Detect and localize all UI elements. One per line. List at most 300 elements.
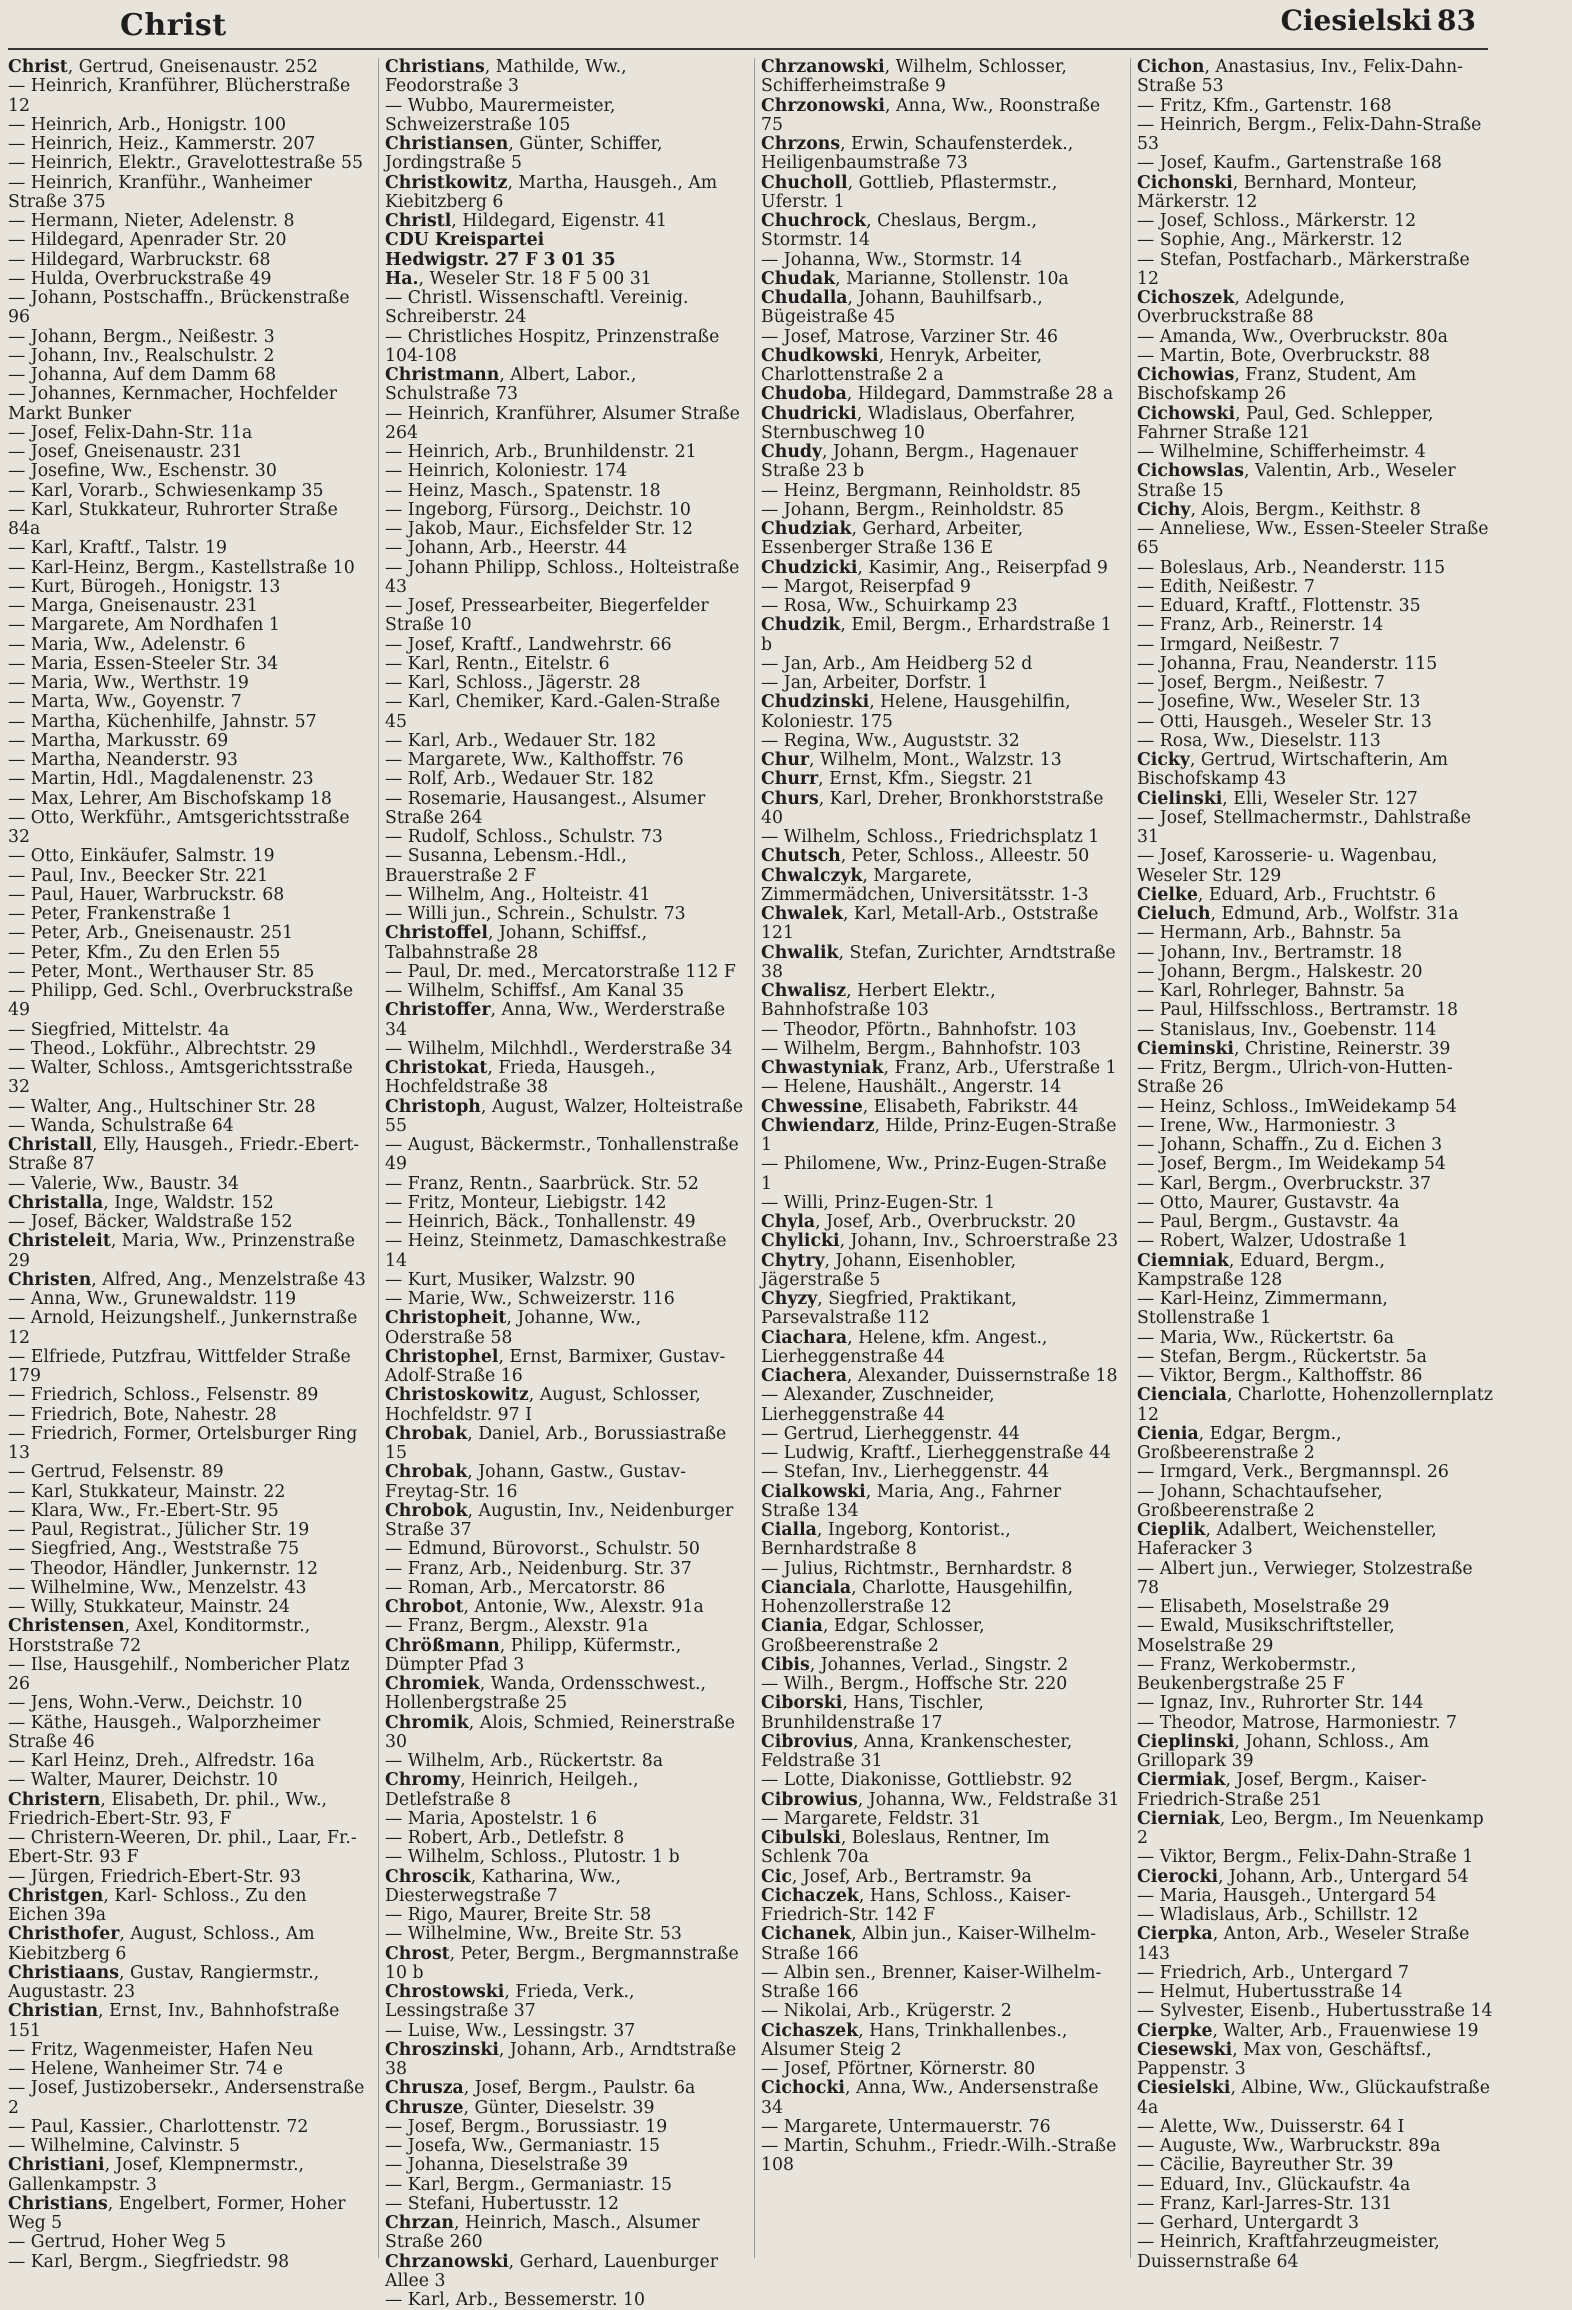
directory-entry: Christiansen, Günter, Schiffer, Jordingstraße 5 [385, 134, 663, 174]
directory-entry: Cichocki, Anna, Ww., Andersenstraße 34 [761, 2078, 1099, 2118]
directory-entry: — Roman, Arb., Mercatorstr. 86 [385, 1577, 666, 1598]
directory-entry: — Jan, Arb., Am Heidberg 52 d [761, 653, 1033, 674]
directory-entry: — Auguste, Ww., Warbruckstr. 89a [1137, 2136, 1441, 2156]
directory-entry: Christoph, August, Walzer, Holteistraße 55 [385, 1096, 744, 1136]
directory-entry: — Friedrich, Bote, Nahestr. 28 [8, 1404, 277, 1425]
directory-entry: Christl, Hildegard, Eigenstr. 41 [385, 211, 668, 231]
directory-entry: — Heinz, Steinmetz, Damaschkestraße 14 [385, 1231, 727, 1271]
directory-entry: — Marie, Ww., Schweizerstr. 116 [385, 1289, 675, 1309]
directory-entry: — Wanda, Schulstraße 64 [8, 1115, 234, 1136]
directory-entry: — Theodor, Pförtn., Bahnhofstr. 103 [761, 1019, 1077, 1040]
directory-entry: — Josef, Bäcker, Waldstraße 152 [8, 1212, 293, 1232]
directory-entry: — Otti, Hausgeh., Weseler Str. 13 [1137, 711, 1432, 732]
directory-entry: — Irmgard, Verk., Bergmannspl. 26 [1137, 1462, 1449, 1483]
directory-entry: Chwastyniak, Franz, Arb., Uferstraße 1 [761, 1058, 1117, 1078]
column-3 [754, 58, 1121, 2258]
directory-entry: — Johann, Inv., Bertramstr. 18 [1137, 942, 1403, 963]
directory-entry: — Sylvester, Eisenb., Hubertusstraße 14 [1137, 2001, 1493, 2022]
directory-entry: — Josef, Kraftf., Landwehrstr. 66 [385, 634, 672, 655]
directory-entry: — Josefa, Ww., Germaniastr. 15 [385, 2136, 660, 2156]
directory-entry: — Heinz, Bergmann, Reinholdstr. 85 [761, 480, 1082, 501]
directory-entry: — Kurt, Musiker, Walzstr. 90 [385, 1269, 636, 1290]
directory-entry: — Theodor, Händler, Junkernstr. 12 [8, 1558, 318, 1579]
directory-entry: — Heinrich, Kraftfahrzeugmeister, Duissernstraße 64 [1137, 2232, 1440, 2272]
directory-entry: Chrzons, Erwin, Schaufensterdek., Heiligenbaumstraße 73 [761, 134, 1074, 174]
directory-entry: — Karl, Stukkateur, Ruhrorter Straße 84a [8, 499, 338, 539]
directory-entry: — Karl, Rohrleger, Bahnstr. 5a [1137, 981, 1405, 1001]
directory-entry: Christgen, Karl- Schloss., Zu den Eichen 39a [8, 1885, 307, 1925]
directory-entry: — Maria, Ww., Rückertstr. 6a [1137, 1327, 1395, 1348]
directory-entry: Chudzicki, Kasimir, Ang., Reiserpfad 9 [761, 557, 1108, 578]
directory-entry: — Irene, Ww., Harmoniestr. 3 [1137, 1115, 1396, 1136]
directory-entry: — Peter, Kfm., Zu den Erlen 55 [8, 942, 281, 963]
directory-entry: Cieplinski, Johann, Schloss., Am Grillopark 39 [1137, 1731, 1430, 1771]
directory-entry: Christoffer, Anna, Ww., Werderstraße 34 [385, 1000, 726, 1040]
directory-entry: — Edmund, Bürovorst., Schulstr. 50 [385, 1539, 700, 1560]
directory-entry: — Ignaz, Inv., Ruhrorter Str. 144 [1137, 1693, 1424, 1714]
directory-entry: Chyla, Josef, Arb., Overbruckstr. 20 [761, 1212, 1076, 1232]
directory-entry: Chrzonowski, Anna, Ww., Roonstraße 75 [761, 95, 1101, 135]
directory-entry: Cialkowski, Maria, Ang., Fahrner Straße 134 [761, 1481, 1062, 1521]
directory-entry: — Jürgen, Friedrich-Ebert-Str. 93 [8, 1866, 302, 1887]
directory-entry: — Paul, Dr. med., Mercatorstraße 112 F [385, 961, 736, 982]
directory-entry: — Josef, Felix-Dahn-Str. 11a [8, 422, 253, 443]
directory-entry: — Paul, Bergm., Gustavstr. 4a [1137, 1212, 1399, 1232]
directory-entry: — Heinrich, Bergm., Felix-Dahn-Straße 53 [1137, 114, 1482, 154]
directory-entry: — Johann, Schaffn., Zu d. Eichen 3 [1137, 1135, 1443, 1155]
directory-entry: — Johannes, Kernmacher, Hochfelder Markt Bunker [8, 384, 338, 424]
directory-entry: — Marta, Ww., Goyenstr. 7 [8, 692, 242, 713]
directory-entry: Cielinski, Elli, Weseler Str. 127 [1137, 788, 1418, 809]
directory-entry: Cierpke, Walter, Arb., Frauenwiese 19 [1137, 2020, 1479, 2041]
directory-entry: — Johanna, Frau, Neanderstr. 115 [1137, 653, 1438, 674]
directory-entry: — Heinz, Masch., Spatenstr. 18 [385, 480, 661, 501]
directory-entry: — Heinrich, Bäck., Tonhallenstr. 49 [385, 1212, 696, 1232]
directory-entry: Chrzanowski, Gerhard, Lauenburger Allee 3 [385, 2251, 718, 2291]
directory-entry: Chudy, Johann, Bergm., Hagenauer Straße 23 b [761, 442, 1078, 482]
directory-entry: Chromy, Heinrich, Heilgeh., Detlefstraße 8 [385, 1770, 639, 1810]
directory-entry: — Willi, Prinz-Eugen-Str. 1 [761, 1192, 995, 1213]
directory-entry: — Edith, Neißestr. 7 [1137, 576, 1315, 597]
directory-entry: Chrößmann, Philipp, Küfermstr., Dümpter Pfad 3 [385, 1635, 682, 1675]
directory-entry: — Paul, Inv., Beecker Str. 221 [8, 865, 269, 886]
directory-entry: — Johann, Inv., Realschulstr. 2 [8, 345, 275, 366]
directory-entry: — Rigo, Maurer, Breite Str. 58 [385, 1905, 652, 1925]
directory-entry: — Margarete, Untermauerstr. 76 [761, 2116, 1051, 2137]
directory-entry: Ciesielski, Albine, Ww., Glückaufstraße 4a [1137, 2078, 1490, 2118]
directory-entry: Ha., Weseler Str. 18 F 5 00 31 [385, 268, 652, 289]
directory-entry: — Robert, Walzer, Udostraße 1 [1137, 1231, 1409, 1252]
directory-entry: Chudkowski, Henryk, Arbeiter, Charlottenstraße 2 a [761, 345, 1043, 385]
directory-entry: — Wilhelm, Schloss., Plutostr. 1 b [385, 1847, 680, 1868]
directory-entry: — Gertrud, Felsenstr. 89 [8, 1462, 224, 1483]
directory-entry: — Klara, Ww., Fr.-Ebert-Str. 95 [8, 1500, 279, 1521]
directory-entry: — Heinrich, Arb., Honigstr. 100 [8, 114, 286, 135]
header-first-name: Christ [120, 8, 227, 43]
directory-entry: — Helene, Wanheimer Str. 74 e [8, 2059, 283, 2079]
directory-entry: — Fritz, Wagenmeister, Hafen Neu [8, 2039, 314, 2060]
directory-entry: — Peter, Frankenstraße 1 [8, 904, 233, 924]
directory-entry: — Franz, Arb., Reinerstr. 14 [1137, 615, 1384, 636]
header-rule [8, 48, 1488, 50]
directory-entry: — Josefine, Ww., Eschenstr. 30 [8, 461, 277, 482]
directory-entry: Chwalisz, Herbert Elektr., Bahnhofstraße 103 [761, 981, 996, 1021]
directory-entry: — August, Bäckermstr., Tonhallenstraße 49 [385, 1135, 739, 1175]
column-1 [8, 57, 368, 2272]
directory-entry: — Siegfried, Ang., Weststraße 75 [8, 1539, 300, 1560]
directory-entry: Christall, Elly, Hausgeh., Friedr.-Ebert-Straße 87 [8, 1135, 360, 1175]
directory-entry: — Ewald, Musikschriftsteller, Moselstraße 29 [1137, 1616, 1395, 1656]
directory-entry: Christokat, Frieda, Hausgeh., Hochfeldstraße 38 [385, 1058, 656, 1098]
directory-entry: Christen, Alfred, Ang., Menzelstraße 43 [8, 1269, 366, 1290]
directory-entry: — Ilse, Hausgehilf., Nombericher Platz 26 [8, 1654, 350, 1694]
directory-entry: — Willi jun., Schrein., Schulstr. 73 [385, 904, 686, 924]
directory-entry: Chuchrock, Cheslaus, Bergm., Stormstr. 14 [761, 211, 1037, 251]
directory-entry: Cichowias, Franz, Student, Am Bischofskamp 26 [1137, 365, 1417, 405]
directory-entry: Churr, Ernst, Kfm., Siegstr. 21 [761, 769, 1034, 790]
directory-entry: — Friedrich, Arb., Untergard 7 [1137, 1962, 1410, 1983]
directory-entry: Chwalczyk, Margarete, Zimmermädchen, Universitätsstr. 1-3 [761, 865, 1089, 905]
directory-entry: Cichanek, Albin jun., Kaiser-Wilhelm-Straße 166 [761, 1924, 1097, 1964]
directory-columns [8, 57, 1493, 2310]
directory-entry: Christkowitz, Martha, Hausgeh., Am Kiebitzberg 6 [385, 172, 718, 212]
directory-entry: Christalla, Inge, Waldstr. 152 [8, 1192, 274, 1213]
directory-entry: — Philomene, Ww., Prinz-Eugen-Straße 1 [761, 1154, 1107, 1194]
directory-entry: — Karl, Arb., Bessemerstr. 10 [385, 2290, 645, 2310]
directory-entry: Chudziak, Gerhard, Arbeiter, Essenberger Straße 136 E [761, 519, 1024, 559]
directory-entry: — Karl Heinz, Dreh., Alfredstr. 16a [8, 1751, 315, 1771]
directory-entry: — Martha, Küchenhilfe, Jahnstr. 57 [8, 711, 317, 732]
directory-entry: — Margarete, Feldstr. 31 [761, 1808, 982, 1829]
directory-entry: — Maria, Ww., Werthstr. 19 [8, 673, 249, 693]
directory-entry: Chroszinski, Johann, Arb., Arndtstraße 38 [385, 2039, 737, 2079]
directory-entry: — Wilhelm, Schloss., Friedrichsplatz 1 [761, 827, 1100, 847]
directory-entry: Chudalla, Johann, Bauhilfsarb., Bügeistraße 45 [761, 288, 1043, 328]
directory-entry: Chrobak, Johann, Gastw., Gustav-Freytag-Str. 16 [385, 1462, 687, 1502]
directory-entry: — Fritz, Kfm., Gartenstr. 168 [1137, 95, 1392, 116]
directory-entry: — Jakob, Maur., Eichsfelder Str. 12 [385, 519, 694, 539]
directory-entry: — Käthe, Hausgeh., Walporzheimer Straße 46 [8, 1712, 321, 1752]
directory-entry: — Fritz, Bergm., Ulrich-von-Hutten-Straße 26 [1137, 1058, 1453, 1098]
directory-entry: Chrostowski, Frieda, Verk., Lessingstraße 37 [385, 1982, 635, 2022]
directory-entry: Christeleit, Maria, Ww., Prinzenstraße 29 [8, 1231, 356, 1271]
directory-entry: Cierniak, Leo, Bergm., Im Neuenkamp 2 [1137, 1808, 1484, 1848]
directory-entry: — Wilhelm, Schiffsf., Am Kanal 35 [385, 981, 685, 1001]
directory-entry: Christophel, Ernst, Barmixer, Gustav-Adolf-Straße 16 [385, 1346, 726, 1386]
directory-entry: — Otto, Werkführ., Amtsgerichtsstraße 32 [8, 807, 350, 847]
directory-entry: — Albin sen., Brenner, Kaiser-Wilhelm-Straße 166 [761, 1962, 1102, 2002]
directory-entry: — Paul, Hauer, Warbruckstr. 68 [8, 884, 285, 905]
directory-entry: — Hermann, Nieter, Adelenstr. 8 [8, 211, 295, 231]
column-2 [378, 57, 745, 2310]
directory-entry: Cichoszek, Adelgunde, Overbruckstraße 88 [1137, 288, 1345, 328]
directory-entry: Christians, Engelbert, Former, Hoher Weg 5 [8, 2193, 346, 2233]
directory-entry: — Nikolai, Arb., Krügerstr. 2 [761, 2001, 1012, 2022]
column-4 [1130, 57, 1497, 2272]
directory-entry: — Siegfried, Mittelstr. 4a [8, 1019, 230, 1040]
directory-entry: — Josef, Bergm., Neißestr. 7 [1137, 673, 1385, 693]
directory-entry: — Albert jun., Verwieger, Stolzestraße 78 [1137, 1558, 1473, 1598]
directory-entry: — Franz, Karl-Jarres-Str. 131 [1137, 2193, 1393, 2214]
directory-entry: — Theodor, Matrose, Harmoniestr. 7 [1137, 1712, 1458, 1733]
page-number: 83 [1437, 4, 1476, 37]
directory-entry: — Boleslaus, Arb., Neanderstr. 115 [1137, 557, 1446, 578]
directory-entry: Cicky, Gertrud, Wirtschafterin, Am Bischofskamp 43 [1137, 750, 1449, 790]
directory-entry: — Karl, Bergm., Overbruckstr. 37 [1137, 1173, 1432, 1194]
directory-entry: — Theod., Lokführ., Albrechtstr. 29 [8, 1038, 316, 1059]
directory-entry: — Johann, Postschaffn., Brückenstraße 96 [8, 288, 350, 328]
directory-entry: — Luise, Ww., Lessingstr. 37 [385, 2020, 636, 2041]
directory-entry: Ciesewski, Max von, Geschäftsf., Pappenstr. 3 [1137, 2039, 1432, 2079]
directory-entry: — Johanna, Ww., Stormstr. 14 [761, 249, 1023, 270]
directory-entry: — Maria, Essen-Steeler Str. 34 [8, 653, 279, 674]
directory-entry: — Viktor, Bergm., Felix-Dahn-Straße 1 [1137, 1847, 1474, 1868]
directory-entry: — Johann, Arb., Heerstr. 44 [385, 538, 628, 559]
directory-entry: Cibrovius, Anna, Krankenschester, Feldstraße 31 [761, 1731, 1073, 1771]
directory-entry: — Elisabeth, Moselstraße 29 [1137, 1597, 1390, 1617]
directory-entry: Christoskowitz, August, Schlosser, Hochfeldstr. 97 I [385, 1385, 701, 1425]
directory-entry: Cichowski, Paul, Ged. Schlepper, Fahrner Straße 121 [1137, 403, 1434, 443]
directory-entry: Cierpka, Anton, Arb., Weseler Straße 143 [1137, 1924, 1470, 1964]
directory-entry: Chytry, Johann, Eisenhobler, Jägerstraße 5 [761, 1250, 1017, 1290]
directory-entry: — Stefan, Bergm., Rückertstr. 5a [1137, 1346, 1427, 1367]
directory-entry: Ciachera, Alexander, Duissernstraße 18 [761, 1366, 1118, 1386]
directory-entry: — Helene, Haushält., Angerstr. 14 [761, 1077, 1062, 1098]
directory-entry: — Margarete, Am Nordhafen 1 [8, 615, 280, 636]
directory-entry: — Josef, Justizobersekr., Andersenstraße 2 [8, 2078, 365, 2118]
directory-entry: Cibrowius, Johanna, Ww., Feldstraße 31 [761, 1789, 1120, 1810]
directory-entry: Cienciala, Charlotte, Hohenzollernplatz 12 [1137, 1385, 1493, 1425]
directory-entry: — Stanislaus, Inv., Goebenstr. 114 [1137, 1019, 1437, 1040]
directory-entry: Hedwigstr. 27 F 3 01 35 [385, 249, 616, 270]
directory-entry: — Josef, Kaufm., Gartenstraße 168 [1137, 153, 1442, 174]
directory-entry: Christoffel, Johann, Schiffsf., Talbahnstraße 28 [385, 923, 648, 963]
directory-entry: Ciermiak, Josef, Bergm., Kaiser-Friedrich-Straße 251 [1137, 1770, 1427, 1810]
directory-entry: — Hermann, Arb., Bahnstr. 5a [1137, 923, 1402, 944]
directory-entry: Chyzy, Siegfried, Praktikant, Parsevalstraße 112 [761, 1289, 1017, 1329]
directory-entry: Chrobak, Daniel, Arb., Borussiastraße 15 [385, 1423, 727, 1463]
directory-entry: Cichaszek, Hans, Trinkhallenbes., Alsumer Steig 2 [761, 2020, 1068, 2060]
directory-entry: — Alexander, Zuschneider, Lierheggenstraße 44 [761, 1385, 995, 1425]
directory-entry: Chwalek, Karl, Metall-Arb., Oststraße 121 [761, 904, 1099, 944]
directory-entry: Christ, Gertrud, Gneisenaustr. 252 [8, 57, 318, 77]
directory-entry: — Johann, Bergm., Neißestr. 3 [8, 326, 275, 347]
directory-entry: Chrost, Peter, Bergm., Bergmannstraße 10 b [385, 1943, 739, 1983]
directory-entry: Cierocki, Johann, Arb., Untergard 54 [1137, 1866, 1469, 1887]
directory-entry: — Hildegard, Warbruckstr. 68 [8, 249, 271, 270]
directory-entry: — Elfriede, Putzfrau, Wittfelder Straße 179 [8, 1346, 351, 1386]
directory-entry: Christians, Mathilde, Ww., Feodorstraße 3 [385, 57, 627, 97]
directory-entry: — Heinz, Schloss., ImWeidekamp 54 [1137, 1096, 1457, 1117]
directory-entry: Chroscik, Katharina, Ww., Diesterwegstraße 7 [385, 1866, 622, 1906]
directory-entry: Chutsch, Peter, Schloss., Alleestr. 50 [761, 846, 1090, 867]
directory-entry: — Walter, Ang., Hultschiner Str. 28 [8, 1096, 316, 1117]
directory-entry: — Wilhelmine, Ww., Breite Str. 53 [385, 1924, 682, 1945]
directory-entry: — Rosemarie, Hausangest., Alsumer Straße 264 [385, 788, 706, 828]
directory-entry: Cichowslas, Valentin, Arb., Weseler Straße 15 [1137, 461, 1456, 501]
directory-entry: — Ingeborg, Fürsorg., Deichstr. 10 [385, 499, 691, 520]
directory-entry: — Hildegard, Apenrader Str. 20 [8, 230, 287, 251]
directory-entry: — Walter, Schloss., Amtsgerichtsstraße 32 [8, 1058, 353, 1098]
directory-entry: — Anneliese, Ww., Essen-Steeler Straße 65 [1137, 519, 1489, 559]
directory-entry: — Christliches Hospitz, Prinzenstraße 104-108 [385, 326, 720, 366]
directory-entry: Cienia, Edgar, Bergm., Großbeerenstraße 2 [1137, 1423, 1342, 1463]
directory-entry: — Christl. Wissenschaftl. Vereinig. Schreiberstr. 24 [385, 288, 689, 328]
directory-entry: — Fritz, Monteur, Liebigstr. 142 [385, 1192, 667, 1213]
directory-entry: — Jan, Arbeiter, Dorfstr. 1 [761, 673, 989, 693]
directory-entry: — Martha, Markusstr. 69 [8, 730, 229, 751]
directory-entry: Chucholl, Gottlieb, Pflastermstr., Uferstr. 1 [761, 172, 1058, 212]
directory-entry: — Wilhelmine, Schifferheimstr. 4 [1137, 442, 1426, 462]
directory-entry: — Karl-Heinz, Bergm., Kastellstraße 10 [8, 557, 355, 578]
directory-entry: — Karl, Arb., Wedauer Str. 182 [385, 730, 657, 751]
directory-entry: — Regina, Ww., Auguststr. 32 [761, 730, 1020, 751]
directory-entry: — Josef, Pressearbeiter, Biegerfelder Straße 10 [385, 596, 709, 636]
directory-entry: — Friedrich, Former, Ortelsburger Ring 13 [8, 1423, 358, 1463]
directory-entry: — Wilhelm, Arb., Rückertstr. 8a [385, 1751, 664, 1771]
directory-entry: Cibis, Johannes, Verlad., Singstr. 2 [761, 1654, 1069, 1675]
directory-entry: — Anna, Ww., Grunewaldstr. 119 [8, 1289, 297, 1309]
directory-entry: — Rosa, Ww., Dieselstr. 113 [1137, 730, 1381, 751]
directory-entry: — Gertrud, Lierheggenstr. 44 [761, 1423, 1020, 1444]
directory-entry: Cic, Josef, Arb., Bertramstr. 9a [761, 1866, 1032, 1887]
directory-entry: — Karl, Stukkateur, Mainstr. 22 [8, 1481, 286, 1502]
directory-entry: — Viktor, Bergm., Kalthoffstr. 86 [1137, 1366, 1423, 1386]
directory-entry: — Josef, Schloss., Märkerstr. 12 [1137, 211, 1417, 231]
directory-entry: — Karl, Bergm., Siegfriedstr. 98 [8, 2251, 290, 2272]
directory-entry: Chrobot, Antonie, Ww., Alexstr. 91a [385, 1597, 704, 1617]
directory-entry: Cielke, Eduard, Arb., Fruchtstr. 6 [1137, 884, 1436, 905]
directory-entry: — Johann Philipp, Schloss., Holteistraße 43 [385, 557, 740, 597]
directory-entry: Cieplik, Adalbert, Weichensteller, Haferacker 3 [1137, 1520, 1437, 1560]
directory-entry: Christopheit, Johanne, Ww., Oderstraße 58 [385, 1308, 642, 1348]
directory-entry: Ciborski, Hans, Tischler, Brunhildenstraße 17 [761, 1693, 984, 1733]
directory-entry: Christiaans, Gustav, Rangiermstr., Augustastr. 23 [8, 1962, 320, 2002]
directory-entry: — Marga, Gneisenaustr. 231 [8, 596, 258, 616]
directory-entry: — Helmut, Hubertusstraße 14 [1137, 1982, 1403, 2002]
directory-entry: Cianciala, Charlotte, Hausgehilfin, Hohenzollerstraße 12 [761, 1577, 1074, 1617]
directory-entry: — Ludwig, Kraftf., Lierheggenstraße 44 [761, 1443, 1111, 1463]
directory-entry: Christian, Ernst, Inv., Bahnhofstraße 151 [8, 2001, 340, 2041]
directory-entry: — Wilhelmine, Ww., Menzelstr. 43 [8, 1577, 307, 1598]
directory-entry: — Wilh., Bergm., Hoffsche Str. 220 [761, 1674, 1068, 1694]
directory-entry: Chylicki, Johann, Inv., Schroerstraße 23 [761, 1231, 1119, 1252]
directory-entry: — Arnold, Heizungshelf., Junkernstraße 12 [8, 1308, 358, 1348]
directory-entry: — Karl, Schloss., Jägerstr. 28 [385, 673, 641, 693]
directory-entry: — Lotte, Diakonisse, Gottliebstr. 92 [761, 1770, 1073, 1791]
directory-entry: Chudzik, Emil, Bergm., Erhardstraße 1 b [761, 615, 1112, 655]
directory-entry: — Susanna, Lebensm.-Hdl., Brauerstraße 2 F [385, 846, 627, 886]
directory-entry: Cichonski, Bernhard, Monteur, Märkerstr. 12 [1137, 172, 1418, 212]
directory-entry: — Walter, Maurer, Deichstr. 10 [8, 1770, 278, 1791]
directory-entry: — Stefan, Postfacharb., Märkerstraße 12 [1137, 249, 1470, 289]
directory-entry: Cibulski, Boleslaus, Rentner, Im Schlenk 70a [761, 1828, 1050, 1868]
directory-entry: — Valerie, Ww., Baustr. 34 [8, 1173, 239, 1194]
directory-entry: — Paul, Kassier., Charlottenstr. 72 [8, 2116, 309, 2137]
directory-entry: Chur, Wilhelm, Mont., Walzstr. 13 [761, 750, 1062, 770]
directory-entry: — Heinrich, Kranführer, Blücherstraße 12 [8, 76, 351, 116]
directory-entry: — Paul, Hilfsschloss., Bertramstr. 18 [1137, 1000, 1459, 1021]
directory-entry: Chrzanowski, Wilhelm, Schlosser, Schifferheimstraße 9 [761, 57, 1067, 97]
directory-entry: — Kurt, Bürogeh., Honigstr. 13 [8, 576, 281, 597]
directory-entry: Chudzinski, Helene, Hausgehilfin, Koloniestr. 175 [761, 692, 1071, 732]
directory-entry: — Rudolf, Schloss., Schulstr. 73 [385, 827, 663, 847]
directory-entry: — Irmgard, Neißestr. 7 [1137, 634, 1340, 655]
directory-entry: — Karl, Bergm., Germaniastr. 15 [385, 2174, 672, 2195]
directory-entry: CDU Kreispartei [385, 230, 545, 251]
directory-entry: Ciachara, Helene, kfm. Angest., Lierheggenstraße 44 [761, 1327, 1048, 1367]
directory-entry: — Eduard, Inv., Glückaufstr. 4a [1137, 2174, 1411, 2195]
directory-entry: — Philipp, Ged. Schl., Overbruckstraße 49 [8, 981, 354, 1021]
directory-entry: Christiani, Josef, Klempnermstr., Gallenkampstr. 3 [8, 2155, 305, 2195]
directory-entry: — Johanna, Auf dem Damm 68 [8, 365, 277, 385]
header-last-name: Ciesielski [1280, 4, 1432, 37]
directory-entry: — Julius, Richtmstr., Bernhardstr. 8 [761, 1558, 1073, 1579]
directory-entry: — Josef, Gneisenaustr. 231 [8, 442, 243, 462]
directory-entry: Christern, Elisabeth, Dr. phil., Ww., Friedrich-Ebert-Str. 93, F [8, 1789, 327, 1829]
directory-entry: Christhofer, August, Schloss., Am Kiebitzberg 6 [8, 1924, 315, 1964]
directory-entry: Chudricki, Wladislaus, Oberfahrer, Sternbuschweg 10 [761, 403, 1076, 443]
directory-entry: Chromik, Alois, Schmied, Reinerstraße 30 [385, 1712, 735, 1752]
directory-entry: — Josef, Matrose, Varziner Str. 46 [761, 326, 1058, 347]
directory-entry: — Amanda, Ww., Overbruckstr. 80a [1137, 326, 1448, 347]
directory-entry: — Gertrud, Hoher Weg 5 [8, 2232, 227, 2253]
directory-entry: — Heinrich, Koloniestr. 174 [385, 461, 628, 482]
directory-entry: — Karl, Kraftf., Talstr. 19 [8, 538, 228, 559]
directory-entry: — Martin, Hdl., Magdalenenstr. 23 [8, 769, 314, 790]
directory-entry: Chromiek, Wanda, Ordensschwest., Hollenbergstraße 25 [385, 1674, 707, 1714]
directory-entry: — Heinrich, Kranführ., Wanheimer Straße 375 [8, 172, 312, 212]
directory-entry: Chwalik, Stefan, Zurichter, Arndtstraße 38 [761, 942, 1116, 982]
directory-entry: — Hulda, Overbruckstraße 49 [8, 268, 272, 289]
directory-entry: — Margarete, Ww., Kalthoffstr. 76 [385, 750, 684, 770]
page-header [0, 0, 1572, 56]
directory-entry: — Johann, Schachtaufseher, Großbeerenstraße 2 [1137, 1481, 1383, 1521]
directory-entry: — Cäcilie, Bayreuther Str. 39 [1137, 2155, 1394, 2176]
directory-entry: Chudoba, Hildegard, Dammstraße 28 a [761, 384, 1114, 405]
directory-entry: — Josef, Bergm., Borussiastr. 19 [385, 2116, 668, 2137]
directory-entry: — Wilhelmine, Calvinstr. 5 [8, 2136, 241, 2156]
directory-entry: Chwessine, Elisabeth, Fabrikstr. 44 [761, 1096, 1079, 1117]
directory-entry: — Maria, Ww., Adelenstr. 6 [8, 634, 246, 655]
directory-entry: Chrusza, Josef, Bergm., Paulstr. 6a [385, 2078, 696, 2099]
directory-entry: — Alette, Ww., Duisserstr. 64 I [1137, 2116, 1405, 2137]
directory-entry: — Otto, Maurer, Gustavstr. 4a [1137, 1192, 1400, 1213]
directory-entry: — Stefan, Inv., Lierheggenstr. 44 [761, 1462, 1050, 1483]
directory-entry: Christmann, Albert, Labor., Schulstraße 73 [385, 365, 637, 405]
directory-entry: — Stefani, Hubertusstr. 12 [385, 2193, 619, 2214]
directory-entry: Cichaczek, Hans, Schloss., Kaiser-Friedrich-Str. 142 F [761, 1885, 1071, 1925]
directory-entry: — Johanna, Dieselstraße 39 [385, 2155, 628, 2176]
directory-entry: — Max, Lehrer, Am Bischofskamp 18 [8, 788, 332, 809]
directory-entry: — Martin, Bote, Overbruckstr. 88 [1137, 345, 1431, 366]
directory-entry: Chudak, Marianne, Stollenstr. 10a [761, 268, 1069, 289]
directory-entry: — Wilhelm, Bergm., Bahnhofstr. 103 [761, 1038, 1081, 1059]
directory-entry: — Franz, Arb., Neidenburg. Str. 37 [385, 1558, 692, 1579]
directory-entry: — Josef, Karosserie- u. Wagenbau, Weseler Str. 129 [1137, 846, 1438, 886]
directory-entry: — Josef, Bergm., Im Weidekamp 54 [1137, 1154, 1446, 1175]
directory-entry: — Franz, Werkobermstr., Beukenbergstraße 25 F [1137, 1654, 1357, 1694]
directory-entry: Chwiendarz, Hilde, Prinz-Eugen-Straße 1 [761, 1115, 1117, 1155]
directory-entry: — Maria, Hausgeh., Untergard 54 [1137, 1885, 1437, 1906]
directory-entry: — Eduard, Kraftf., Flottenstr. 35 [1137, 596, 1421, 616]
directory-entry: — Wladislaus, Arb., Schillstr. 12 [1137, 1905, 1419, 1925]
directory-entry: — Paul, Registrat., Jülicher Str. 19 [8, 1520, 310, 1540]
directory-entry: — Maria, Apostelstr. 1 6 [385, 1808, 598, 1829]
directory-entry: — Heinrich, Kranführer, Alsumer Straße 264 [385, 403, 740, 443]
directory-entry: Chrobok, Augustin, Inv., Neidenburger Straße 37 [385, 1500, 734, 1540]
directory-entry: — Wilhelm, Milchhdl., Werderstraße 34 [385, 1038, 733, 1059]
